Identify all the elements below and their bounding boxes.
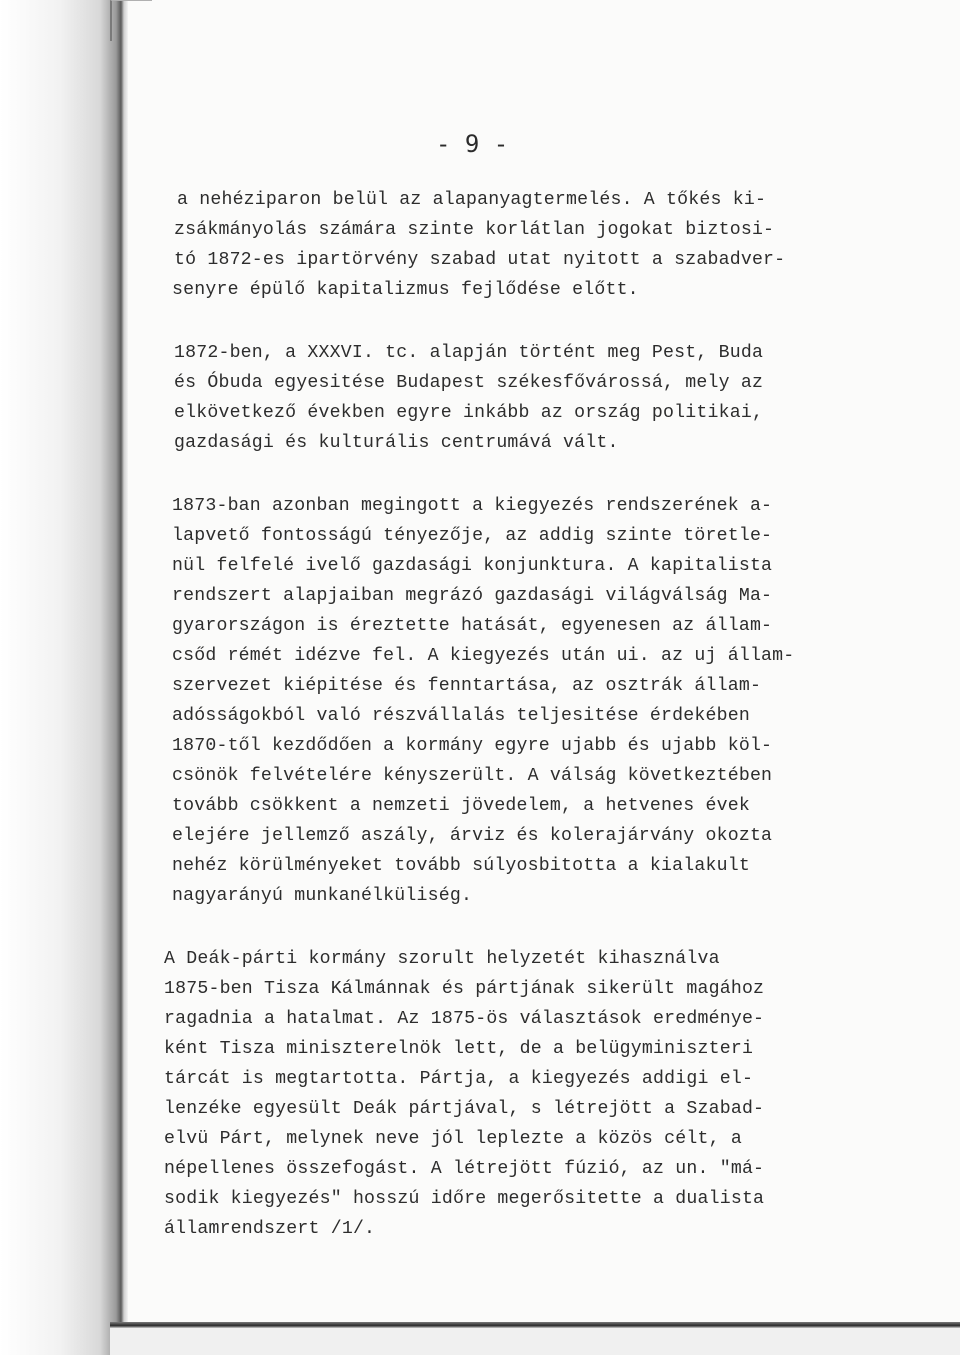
paragraph-1 (164, 185, 854, 305)
scan-bottom-shade (110, 1328, 960, 1355)
text-line: nül felfelé ivelő gazdasági konjunktura. A kapitalista (172, 556, 773, 576)
page-number: - 9 - (436, 130, 509, 158)
text-line: 1872-ben, a XXXVI. tc. alapján történt meg Pest, Buda (174, 343, 764, 363)
text-line: 1875-ben Tisza Kálmánnak és pártjának sikerült magához (164, 979, 765, 999)
text-line: elkövetkező években egyre inkább az ország politikai, (174, 403, 764, 423)
text-line: rendszert alapjaiban megrázó gazdasági világválság Ma- (172, 586, 773, 606)
text-line: a nehéziparon belül az alapanyagtermelés. A tőkés ki- (177, 190, 767, 210)
scan-binding-edge (0, 0, 128, 1355)
paragraph-3 (164, 491, 854, 911)
text-line: 1870-től kezdődően a kormány egyre ujabb és ujabb köl- (172, 736, 773, 756)
text-line: csőd rémét idézve fel. A kiegyezés után ui. az uj állam- (172, 646, 795, 666)
text-line: csönök felvételére kényszerült. A válság következtében (172, 766, 773, 786)
text-line: nagyarányú munkanélküliség. (172, 886, 473, 906)
text-line: ként Tisza miniszterelnök lett, de a belügyminiszteri (164, 1039, 754, 1059)
text-line: népellenes összefogást. A létrejött fúzió, az un. "má- (164, 1159, 765, 1179)
text-line: és Óbuda egyesitése Budapest székesfővárossá, mely az (174, 373, 764, 393)
paragraph-4 (164, 944, 854, 1244)
text-line: adósságokból való részvállalás teljesitése érdekében (172, 706, 750, 726)
text-line: A Deák-párti kormány szorult helyzetét kihasználva (164, 949, 720, 969)
text-line: lapvető fontosságú tényezője, az addig szinte töretle- (172, 526, 773, 546)
text-line: gyarországon is éreztette hatását, egyenesen az állam- (172, 616, 773, 636)
text-line: államrendszert /1/. (164, 1219, 376, 1239)
text-line: tovább csökkent a nemzeti jövedelem, a hetvenes évek (172, 796, 750, 816)
text-line: tó 1872-es ipartörvény szabad utat nyitott a szabadver- (174, 250, 786, 270)
text-line: senyre épülő kapitalizmus fejlődése előtt. (172, 280, 639, 300)
text-line: szervezet kiépitése és fenntartása, az osztrák állam- (172, 676, 762, 696)
scan-corner-mark (110, 0, 152, 41)
text-line: elvü Párt, melynek neve jól leplezte a közös célt, a (164, 1129, 742, 1149)
text-line: 1873-ban azonban megingott a kiegyezés rendszerének a- (172, 496, 773, 516)
text-line: gazdasági és kulturális centrumává vált. (174, 433, 619, 453)
text-line: tárcát is megtartotta. Pártja, a kiegyezés addigi el- (164, 1069, 754, 1089)
body-text (164, 185, 854, 1277)
text-line: sodik kiegyezés" hosszú időre megerősitette a dualista (164, 1189, 765, 1209)
text-line: zsákmányolás számára szinte korlátlan jogokat biztosi- (174, 220, 775, 240)
paragraph-2 (164, 338, 854, 458)
text-line: ragadnia a hatalmat. Az 1875-ös választások eredménye- (164, 1009, 765, 1029)
text-line: nehéz körülményeket tovább súlyosbitotta a kialakult (172, 856, 750, 876)
text-line: elejére jellemző aszály, árviz és kolerajárvány okozta (172, 826, 773, 846)
text-line: lenzéke egyesült Deák pártjával, s létrejött a Szabad- (164, 1099, 765, 1119)
